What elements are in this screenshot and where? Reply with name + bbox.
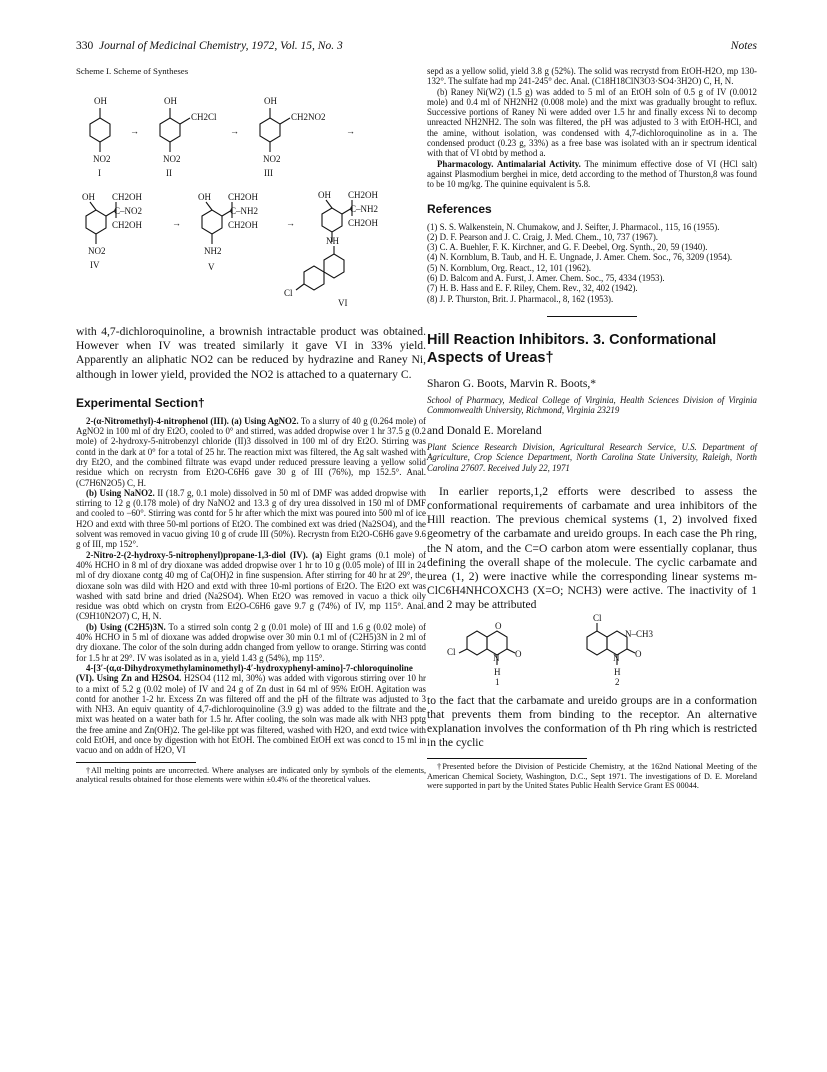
oh-label-I: OH	[94, 96, 107, 106]
exp-paragraph-3	[76, 550, 426, 622]
body-paragraph-1: In earlier reports,1,2 efforts were described to assess the conformational requirements of carbamate and urea inhibitors of the Hill reaction. The previous chemical systems (1, 2) involved fixed geometry of the carbamate and ureido groups. In each case the Ph ring, the N atom, and the C=O carbon atom were essentially coplanar, thus defining the overall shape of the molecule. The cyclic carbamate and urea (1, 2) were inactive while the corresponding linear systems m-ClC6H4NHCOXCH3 (X=O; NCH3) were active. The inactivity of 1 and 2 may be attributed	[427, 484, 757, 612]
oh-label-V: OH	[198, 192, 211, 202]
exp-p5-title: 4-[3′-(α,α-Dihydroxymethylaminomethyl)-4′-hydroxyphenyl-amino]-7-chloroquinoline (VI). Using Zn and H2SO4.	[76, 662, 413, 684]
reference-item: (7) H. B. Hass and E. F. Riley, Chem. Rev., 32, 402 (1942).	[427, 283, 638, 294]
footnote-rule-left	[76, 762, 196, 763]
oh-label-III: OH	[264, 96, 277, 106]
exp-p5-body: H2SO4 (112 ml, 30%) was added with vigorous stirring over 10 hr to a mixt of 5.2 g (0.02 mole) of IV and 24 g of Zn dust in 64 ml of 95% EtOH. Agitation was contd for another 1-2 hr. Excess Zn was filtered off and the pH of the filtrate was adjusted to 3 with NH3. An equiv quantity of 4,7-dichloroquinoline (3.9 g) was added to the filtrate and the mixt was heated on a water bath for 1.5 hr. After cooling, the soln was made alk with NH3 pptg the free amine and Zn(OH)2. The gel-like ppt was filtered, washed with H2O, and extd twice with cold EtOH, and once by digestion with hot EtOH. The combined EtOH ext was concd to 15 ml in vacuo and on addn of H2O, VI	[76, 673, 427, 756]
compound-label-VI: VI	[338, 298, 348, 308]
exp-paragraph-4	[76, 622, 426, 663]
exp-p2-title: (b) Using NaNO2.	[86, 487, 155, 498]
pharmacology-paragraph	[427, 159, 757, 190]
reference-item: (2) D. F. Pearson and J. C. Craig, J. Med. Chem., 10, 737 (1967).	[427, 231, 659, 242]
page-header-left	[76, 40, 343, 52]
pharmacology-body: The minimum effective dose of VI (HCl salt) against Plasmodium berghei in mice, detd according to the method of Thurston,8 was found to be 10 mg/kg. The quinine equivalent is 5.8.	[427, 158, 757, 190]
struct1-cl-label: Cl	[447, 646, 456, 657]
arrow-5: →	[286, 218, 295, 228]
c-nh2-label-V: C–NH2	[230, 206, 259, 216]
arrow-1: →	[130, 126, 139, 136]
arrow-3: →	[346, 126, 355, 136]
compound-label-V: V	[208, 262, 215, 272]
exp-paragraph-1	[76, 416, 426, 488]
authors-secondary: and Donald E. Moreland	[427, 423, 542, 437]
ch2oh-label-V-bottom: CH2OH	[228, 220, 259, 230]
structure-label-1: 1	[495, 676, 500, 685]
reference-item: (5) N. Kornblum, Org. React., 12, 101 (1962).	[427, 262, 591, 273]
c-nh2-label-VI: C–NH2	[350, 204, 379, 214]
struct2-cl-label: Cl	[593, 612, 602, 623]
compound-label-II: II	[166, 168, 172, 178]
exp-p4-title: (b) Using (C2H5)3N.	[86, 621, 166, 632]
experimental-heading: Experimental Section†	[76, 395, 205, 410]
authors-primary: Sharon G. Boots, Marvin R. Boots,*	[427, 376, 597, 390]
affiliation-primary: School of Pharmacy, Medical College of Virginia, Health Sciences Division of Virginia Commonwealth University, Richmond, Virginia 23219	[427, 395, 757, 416]
nh-label-VI: NH	[326, 236, 339, 246]
exp-p1-title: 2-(α-Nitromethyl)-4-nitrophenol (III). (a) Using AgNO2.	[86, 415, 299, 426]
ch2cl-label: CH2Cl	[191, 112, 217, 122]
compound-label-IV: IV	[90, 260, 100, 270]
scheme-title: Scheme I. Scheme of Syntheses	[76, 66, 189, 76]
reference-item: (3) C. A. Buehler, F. K. Kirchner, and G. F. Deebel, Org. Synth., 20, 59 (1940).	[427, 242, 708, 253]
nh2-label-V: NH2	[204, 246, 222, 256]
pharmacology-title: Pharmacology. Antimalarial Activity.	[437, 158, 581, 169]
cyclic-structures	[427, 613, 757, 685]
page-number: 330	[76, 40, 94, 52]
compound-label-III: III	[264, 168, 273, 178]
references-list	[427, 222, 757, 304]
ch2oh-label-VI-top: CH2OH	[348, 190, 379, 200]
compound-label-I: I	[98, 168, 101, 178]
article-separator	[547, 316, 637, 317]
ch2oh-label-IV-top: CH2OH	[112, 192, 143, 202]
affiliation-secondary: Plant Science Research Division, Agricultural Research Service, U.S. Department of Agriculture, Crop Science Department, North Carolina State University, Raleigh, North Carolina 27607. Received July 22, 1971	[427, 441, 757, 473]
struct2-o-label: O	[635, 648, 642, 659]
reference-item: (6) D. Balcom and A. Furst, J. Amer. Chem. Soc., 75, 4334 (1953).	[427, 273, 665, 284]
section-label: Notes	[730, 40, 757, 52]
right-column	[427, 66, 757, 791]
ch2no2-label: CH2NO2	[291, 112, 326, 122]
exp-paragraph-2	[76, 488, 426, 550]
running-header	[76, 40, 757, 56]
right-paragraph-2: (b) Raney Ni(W2) (1.5 g) was added to 5 ml of an EtOH soln of 0.5 g of IV (0.0012 mole) and 0.4 ml of NH2NH2 (0.008 mole) and the mixt was gradually brought to reflux. Successive portions of Raney Ni were added over 1.5 hr and finally excess Ni to decomp unreacted NH2NH2. The soln was filtered, the pH was adjusted to 3 with EtOH-HCl, and the amine, without isolation, was condensed with 4,7-dichloroquinoline as in a. The condensed product (0.23 g, 33%) as a free base was isolated with an ir spectrum identical with that of VI obtd by method a.	[427, 86, 757, 159]
reference-item: (4) N. Kornblum, B. Taub, and H. E. Ungnade, J. Amer. Chem. Soc., 76, 3209 (1954).	[427, 252, 733, 263]
arrow-2: →	[230, 126, 239, 136]
right-paragraph-1: sepd as a yellow solid, yield 3.8 g (52%). The solid was recrystd from EtOH-H2O, mp 130-132°. The sulfate had mp 241-245° dec. Anal. (C18H18ClN3O3·SO4·3H2O) C, H, N.	[427, 66, 757, 87]
arrow-4: →	[172, 218, 181, 228]
c-no2-label: C–NO2	[114, 206, 143, 216]
exp-p3-title: 2-Nitro-2-(2-hydroxy-5-nitrophenyl)propane-1,3-diol (IV). (a)	[86, 549, 323, 560]
struct2-n-label: N	[613, 652, 620, 663]
article-title: Hill Reaction Inhibitors. 3. Conformational Aspects of Ureas†	[427, 331, 717, 366]
reference-item: (1) S. S. Walkenstein, N. Chumakow, and J. Seifter, J. Pharmacol., 115, 16 (1955).	[427, 221, 720, 232]
body-paragraph-2: to the fact that the carbamate and ureido groups are in a conformation that prevents them from binding to the receptor. An alternative explanation involves the conformation of th Ph ring which is restricted in the cyclic	[427, 693, 757, 750]
structure-label-2: 2	[615, 676, 620, 685]
exp-p1-body: To a slurry of 40 g (0.264 mole) of AgNO2 in 100 ml of dry Et2O, cooled to 0° and stirred, was added dropwise over 1 hr 37.5 g (0.2 mole) of 2-hydroxy-5-nitrobenzyl chloride (II)3 dissolved in 100 ml of dry Et2O. Stirring was contd in the dark at 0° for a total of 25 hr. The reaction mixt was filtered, the Ag salt washed with dry Et2O, and the combined filtrate was evapd under reduced pressure leaving a yellow solid residue which on recrystn from Et2O-C6H6 gave 30 g of III (76%), mp 152.5°. Anal. (C7H6N2O5) C, H.	[76, 415, 426, 488]
struct1-o-ring-label: O	[495, 620, 502, 631]
reference-item: (8) J. P. Thurston, Brit. J. Pharmacol., 8, 162 (1953).	[427, 293, 614, 304]
exp-p2-body: II (18.7 g, 0.1 mole) dissolved in 50 ml of DMF was added dropwise with stirring to 12 g (0.178 mole) of dry NaNO2 and 13.3 g of dry urea dissolved in 150 ml of DMF and cooled to −60°. Stirring was contd for 5 hr after which the mixt was poured into 500 ml of ice H2O and extd with three 50-ml portions of Et2O. The combined ext was dried (Na2SO4), and the solvent was removed in vacuo giving 10 g of crude III (50%). Recrystn from Et2O-C6H6 gave 9.6 g of III, mp 152°.	[76, 487, 426, 550]
no2-label-IV: NO2	[88, 246, 106, 256]
no2-label-II: NO2	[163, 154, 181, 164]
exp-paragraph-5	[76, 663, 426, 756]
left-column	[76, 66, 426, 785]
journal-citation: Journal of Medicinal Chemistry, 1972, Vol. 15, No. 3	[99, 40, 343, 52]
synthesis-scheme	[76, 80, 426, 320]
references-heading: References	[427, 201, 492, 216]
ch2oh-label-VI-bottom: CH2OH	[348, 218, 379, 228]
right-footnote: †Presented before the Division of Pesticide Chemistry, at the 162nd National Meeting of the American Chemical Society, Washington, D.C., Sept 1971. The investigations of D. E. Moreland were supported in part by the United States Public Health Service Grant ES 00044.	[427, 762, 757, 791]
exp-p3-body: Eight grams (0.1 mole) of 40% HCHO in 8 ml of dry dioxane was added dropwise over 1 hr to 10 g (0.05 mole) of III in 24 ml of dry dioxane contg 40 mg of Ca(OH)2 in fine suspension. After stirring for 40 hr at 29°, the dioxane soln was dild with H2O and extd with three 10-ml portions of Et2O. The Et2O ext was washed with satd brine and dried (Na2SO4). When Et2O was removed in vacuo a thick oily residue was obtd which on crystn from Et2O-C6H6 gave 9.7 g (74%) of IV, mp 115°. Anal. (C9H10N2O7) C, H, N.	[76, 549, 426, 622]
oh-label-IV: OH	[82, 192, 95, 202]
no2-label-III: NO2	[263, 154, 281, 164]
struct2-nch3-label: N–CH3	[625, 628, 654, 639]
no2-label-I: NO2	[93, 154, 111, 164]
footnote-rule-right	[427, 758, 587, 759]
struct1-o-carbonyl-label: O	[515, 648, 522, 659]
struct1-h-label: H	[494, 666, 501, 677]
struct2-h-label: H	[614, 666, 621, 677]
ch2oh-label-V-top: CH2OH	[228, 192, 259, 202]
exp-p4-body: To a stirred soln contg 2 g (0.01 mole) of III and 1.6 g (0.02 mole) of 40% HCHO in 5 ml of dioxane was added dropwise over 30 min 0.1 ml of (C2H5)3N in 2 ml of dry dioxane. The color of the soln during addn changed from yellow to orange. Stirring was contd for 1.5 hr at 29°. IV was isolated as in a, yield 1.43 g (54%), mp 115°.	[76, 621, 426, 663]
oh-label-II: OH	[164, 96, 177, 106]
oh-label-VI: OH	[318, 190, 331, 200]
struct1-n-label: N	[493, 652, 500, 663]
left-intro-paragraph: with 4,7-dichloroquinoline, a brownish intractable product was obtained. However when IV was treated similarly it gave VI in 33% yield. Apparently an aliphatic NO2 can be reduced by hydrazine and Raney Ni, although in lower yield, provided the NO2 is attached to a quaternary C.	[76, 325, 426, 381]
ch2oh-label-IV-bottom: CH2OH	[112, 220, 143, 230]
cl-label-VI: Cl	[284, 288, 293, 298]
left-footnote: †All melting points are uncorrected. Where analyses are indicated only by symbols of the elements, analytical results obtained for those elements were within ±0.4% of the theoretical values.	[76, 765, 426, 785]
